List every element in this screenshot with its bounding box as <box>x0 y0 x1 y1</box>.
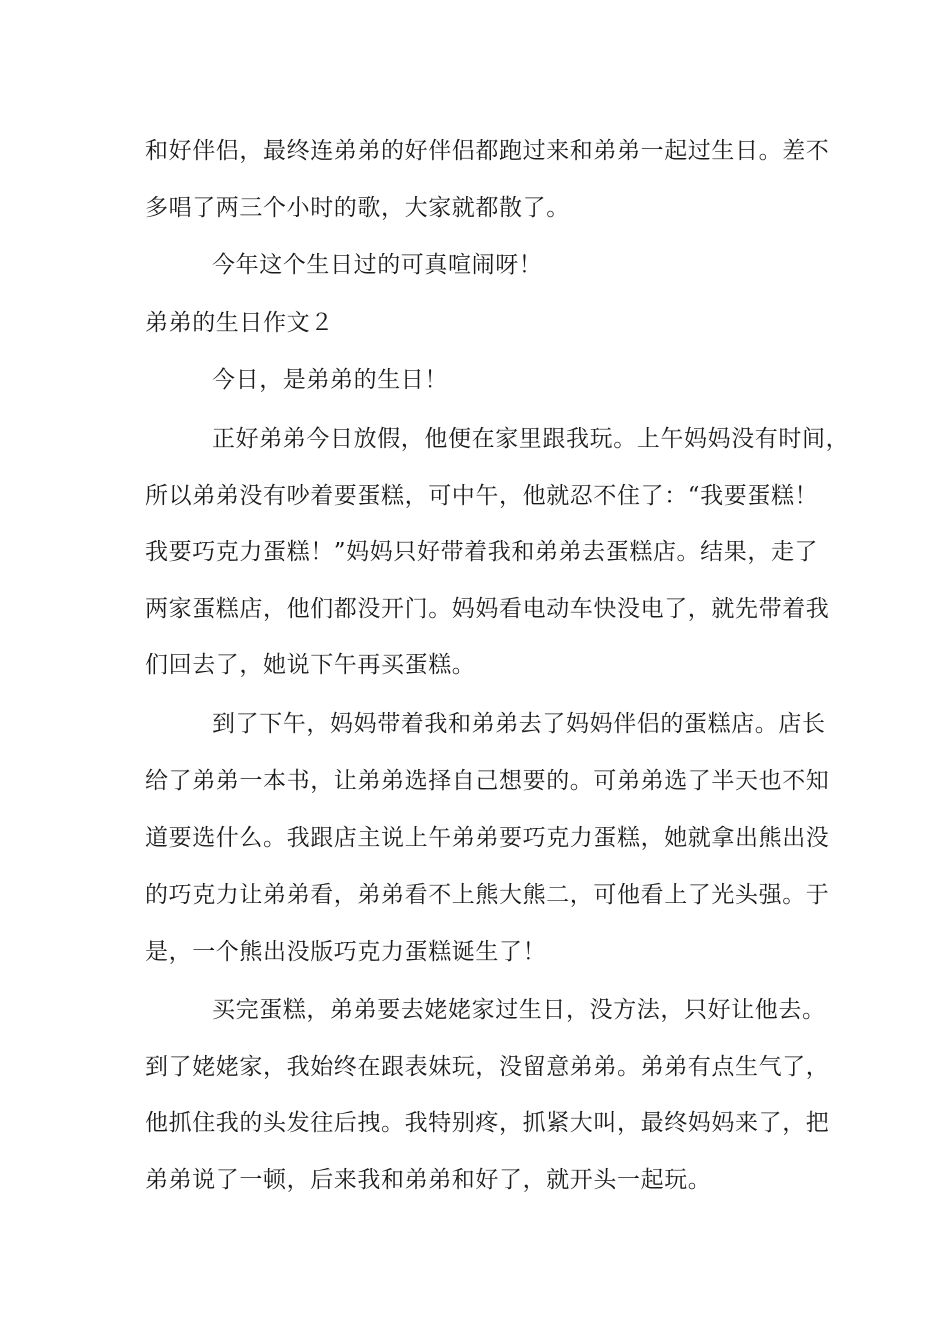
text-line: 正好弟弟今日放假，他便在家里跟我玩。上午妈妈没有时间， <box>212 426 850 452</box>
text-line: 今日，是弟弟的生日！ <box>212 367 448 393</box>
text-line: 今年这个生日过的可真喧闹呀！ <box>212 252 543 278</box>
text-line: 弟弟说了一顿，后来我和弟弟和好了，就开头一起玩。 <box>145 1167 712 1193</box>
text-line: 多唱了两三个小时的歌，大家就都散了。 <box>145 195 570 221</box>
section-heading: 弟弟的生日作文２ <box>145 310 334 336</box>
text-line: 我要巧克力蛋糕！”妈妈只好带着我和弟弟去蛋糕店。结果，走了 <box>145 539 819 565</box>
text-line: 们回去了，她说下午再买蛋糕。 <box>145 652 476 678</box>
text-line: 两家蛋糕店，他们都没开门。妈妈看电动车快没电了，就先带着我 <box>145 596 830 622</box>
text-line: 到了姥姥家，我始终在跟表妹玩，没留意弟弟。弟弟有点生气了， <box>145 1054 830 1080</box>
text-line: 和好伴侣，最终连弟弟的好伴侣都跑过来和弟弟一起过生日。差不 <box>145 138 830 164</box>
text-line: 所以弟弟没有吵着要蛋糕，可中午，他就忍不住了：“我要蛋糕！ <box>145 483 819 509</box>
text-line: 道要选什么。我跟店主说上午弟弟要巧克力蛋糕，她就拿出熊出没 <box>145 825 830 851</box>
text-line: 到了下午，妈妈带着我和弟弟去了妈妈伴侣的蛋糕店。店长 <box>212 711 826 737</box>
text-line: 是，一个熊出没版巧克力蛋糕诞生了！ <box>145 939 547 965</box>
text-line: 的巧克力让弟弟看，弟弟看不上熊大熊二，可他看上了光头强。于 <box>145 882 830 908</box>
text-line: 给了弟弟一本书，让弟弟选择自己想要的。可弟弟选了半天也不知 <box>145 768 830 794</box>
text-line: 他抓住我的头发往后拽。我特别疼，抓紧大叫，最终妈妈来了，把 <box>145 1110 830 1136</box>
text-line: 买完蛋糕，弟弟要去姥姥家过生日，没方法，只好让他去。 <box>212 997 826 1023</box>
